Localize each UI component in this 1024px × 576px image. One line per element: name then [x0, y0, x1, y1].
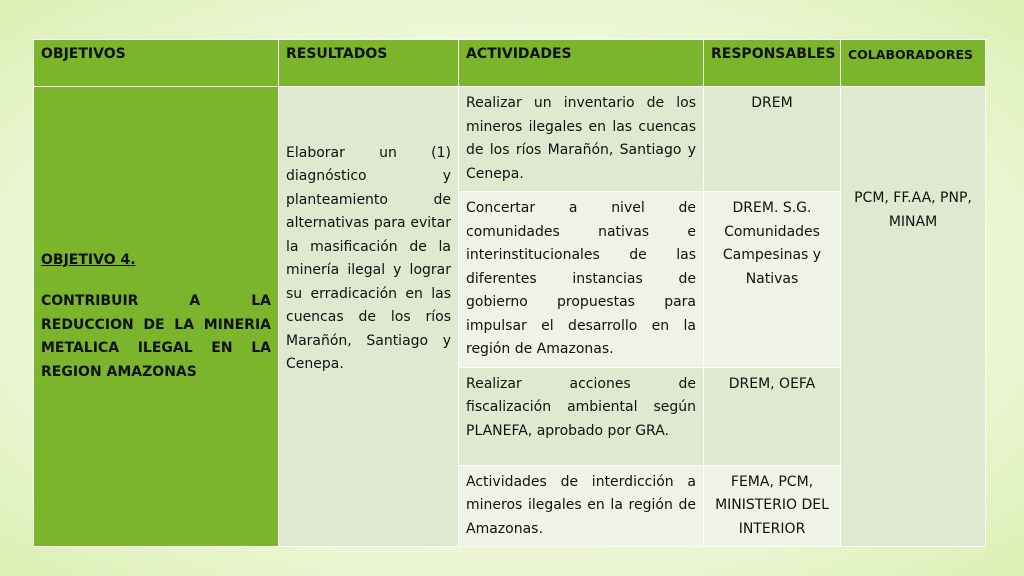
header-actividades: ACTIVIDADES	[459, 40, 704, 87]
actividad-cell: Realizar un inventario de los mineros ilegales en las cuencas de los ríos Marañón, Santiago y Cenepa.	[459, 87, 704, 192]
header-row	[34, 40, 986, 87]
header-resultados: RESULTADOS	[279, 40, 459, 87]
plan-table	[33, 39, 986, 547]
actividad-cell: Concertar a nivel de comunidades nativas e interinstitucionales de las diferentes instancias de gobierno propuestas para impulsar el desarrollo en la región de Amazonas.	[459, 192, 704, 368]
responsable-cell: FEMA, PCM, MINISTERIO DEL INTERIOR	[704, 465, 841, 547]
objetivo-title: OBJETIVO 4.	[41, 251, 136, 268]
objetivo-cell	[34, 87, 279, 547]
actividad-cell: Actividades de interdicción a mineros ilegales en la región de Amazonas.	[459, 465, 704, 547]
responsable-cell: DREM, OEFA	[704, 367, 841, 465]
resultado-cell: Elaborar un (1) diagnóstico y planteamiento de alternativas para evitar la masificación de la minería ilegal y lograr su erradicación en las cuencas de los ríos Marañón, Santiago y Cenepa.	[279, 87, 459, 547]
header-responsables: RESPONSABLES	[704, 40, 841, 87]
header-colaboradores: COLABORADORES	[841, 40, 986, 87]
responsable-cell: DREM	[704, 87, 841, 192]
table-row	[34, 87, 986, 192]
objetivo-text: CONTRIBUIR A LA REDUCCION DE LA MINERIA METALICA ILEGAL EN LA REGION AMAZONAS	[41, 293, 271, 380]
header-objetivos: OBJETIVOS	[34, 40, 279, 87]
colaboradores-cell: PCM, FF.AA, PNP, MINAM	[841, 87, 986, 547]
actividad-cell: Realizar acciones de fiscalización ambiental según PLANEFA, aprobado por GRA.	[459, 367, 704, 465]
responsable-cell: DREM. S.G. Comunidades Campesinas y Nativas	[704, 192, 841, 368]
